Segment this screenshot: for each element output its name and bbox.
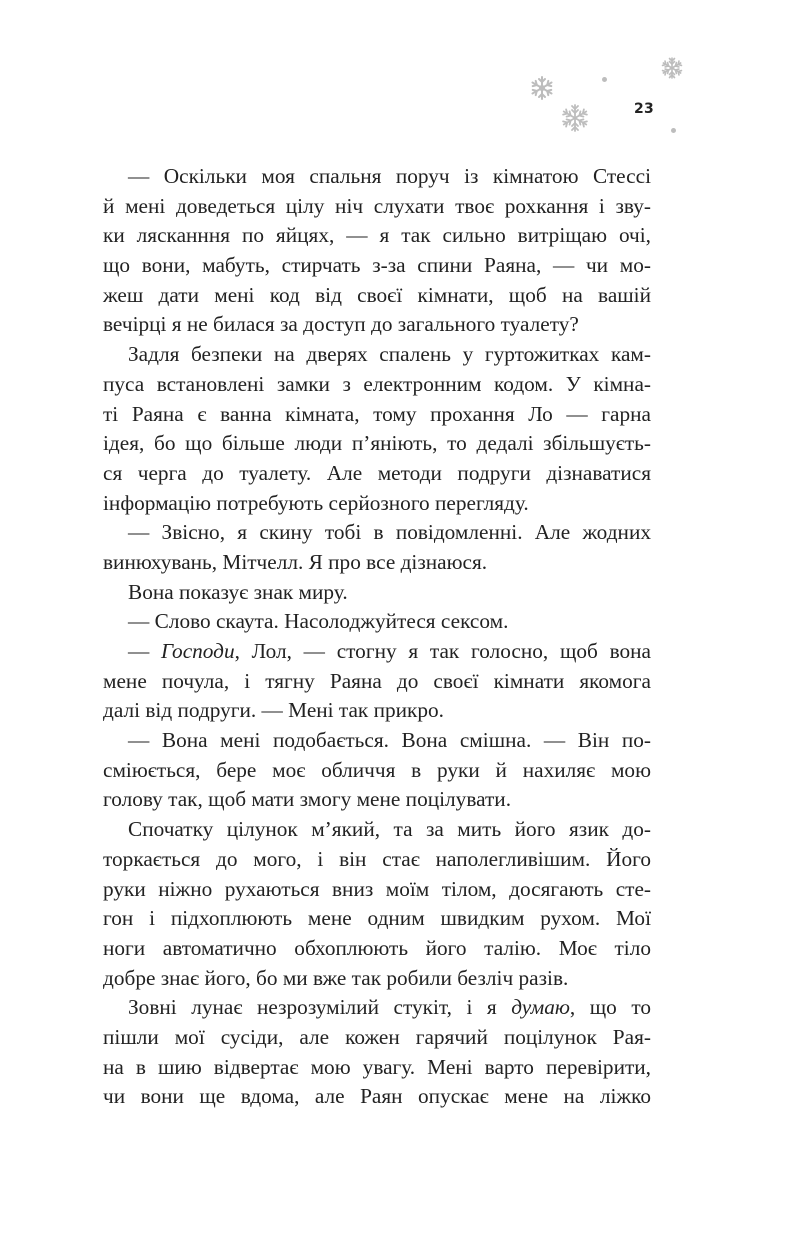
text-segment: , Лол, — стогну я так голосно, щоб вона bbox=[234, 639, 651, 663]
snowflake-icon bbox=[661, 57, 683, 79]
header-decoration bbox=[0, 0, 800, 150]
decorative-dot bbox=[671, 128, 676, 133]
text-line: вечірці я не билася за доступ до загального туалету? bbox=[103, 312, 579, 337]
text-line: ся черга до туалету. Але методи подруги дізнаватися bbox=[103, 460, 651, 485]
text-line: торкається до мого, і він стає наполегливішим. Його bbox=[103, 846, 651, 871]
text-line: чи вони ще вдома, але Раян опускає мене на ліжко bbox=[103, 1084, 651, 1109]
text-line: — Вона мені подобається. Вона смішна. — Він по- bbox=[128, 728, 651, 753]
text-line: й мені доведеться цілу ніч слухати твоє рохкання і зву- bbox=[103, 193, 651, 218]
text-line: сміюється, бере моє обличчя в руки й нахиляє мою bbox=[103, 757, 651, 782]
text-line: інформацію потребують серйозного перегляду. bbox=[103, 490, 529, 515]
text-line: пішли мої сусіди, але кожен гарячий поцілунок Рая- bbox=[103, 1024, 651, 1049]
text-line: мене почула, і тягну Раяна до своєї кімнати якомога bbox=[103, 668, 651, 693]
text-line: — Слово скаута. Насолоджуйтеся сексом. bbox=[128, 609, 509, 634]
text-segment: — bbox=[128, 639, 162, 663]
text-line: що вони, мабуть, стирчать з-за спини Раяна, — чи мо- bbox=[103, 253, 651, 278]
page-number: 23 bbox=[633, 101, 655, 117]
decorative-dot bbox=[602, 77, 607, 82]
text-line: руки ніжно рухаються вниз моїм тілом, досягають сте- bbox=[103, 876, 651, 901]
text-line: — Звісно, я скину тобі в повідомленні. Але жодних bbox=[128, 520, 651, 545]
text-line: на в шию відвертає мою увагу. Мені варто перевірити, bbox=[103, 1054, 651, 1079]
text-line: жеш дати мені код від своєї кімнати, щоб на вашій bbox=[103, 282, 651, 307]
text-line bbox=[103, 993, 651, 1023]
text-line: ті Раяна є ванна кімната, тому прохання Ло — гарна bbox=[103, 401, 651, 426]
italic-emphasis: думаю bbox=[511, 995, 570, 1020]
text-line: добре знає його, бо ми вже так робили безліч разів. bbox=[103, 965, 569, 990]
text-line: винюхувань, Мітчелл. Я про все дізнаюся. bbox=[103, 549, 488, 574]
text-segment: , що то bbox=[569, 995, 651, 1020]
text-line: ноги автоматично обхоплюють його талію. Моє тіло bbox=[103, 935, 651, 960]
text-line: Задля безпеки на дверях спалень у гуртожитках кам- bbox=[128, 342, 651, 367]
italic-emphasis: Господи bbox=[161, 639, 235, 663]
text-line bbox=[103, 637, 651, 667]
text-line: ки лясканння по яйцях, — я так сильно витріщаю очі, bbox=[103, 223, 651, 248]
text-line: — Оскільки моя спальня поруч із кімнатою Стессі bbox=[128, 164, 651, 188]
text-line: Вона показує знак миру. bbox=[128, 579, 348, 604]
text-line: Спочатку цілунок м’який, та за мить його язик до- bbox=[128, 817, 651, 842]
text-segment: Зовні лунає незрозумілий стукіт, і я bbox=[128, 995, 512, 1020]
text-line: пуса встановлені замки з електронним кодом. У кімна- bbox=[103, 371, 651, 396]
snowflake-icon bbox=[561, 104, 589, 132]
snowflake-icon bbox=[530, 76, 554, 100]
body-text bbox=[103, 162, 651, 1112]
text-line: далі від подруги. — Мені так прикро. bbox=[103, 698, 445, 723]
text-line: гон і підхоплюють мене одним швидким рухом. Мої bbox=[103, 906, 651, 931]
text-line: ідея, бо що більше люди п’яніють, то дедалі збільшуєть- bbox=[103, 431, 651, 456]
text-line: голову так, щоб мати змогу мене поцілувати. bbox=[103, 787, 512, 812]
